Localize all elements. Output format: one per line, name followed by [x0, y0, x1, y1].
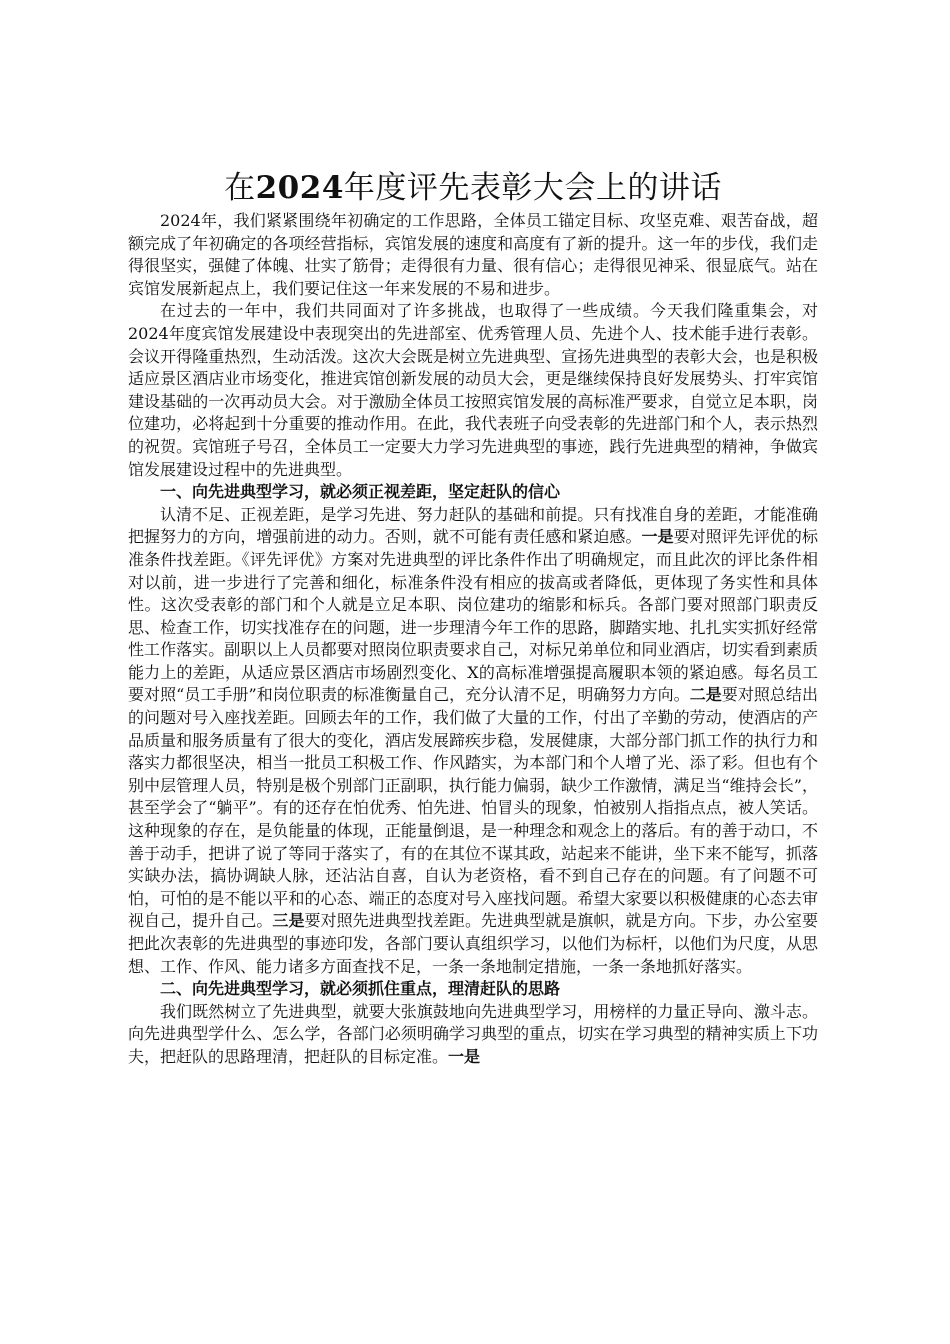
point-two-label: 二是: [689, 685, 722, 705]
section-1-text-a: 认清不足、正视差距，是学习先进、努力赶队的基础和前提。只有找准自身的差距，才能准确把握努力的方向，增强前进的动力。否则，就不可能有责任感和紧迫感。: [128, 504, 818, 547]
point-three-label: 三是: [272, 911, 305, 931]
document-title: [128, 168, 818, 208]
section-2-point-one-label: 一是: [448, 1046, 481, 1066]
section-2-paragraph: [128, 1001, 818, 1069]
document-page: [128, 168, 818, 1069]
review-paragraph: 在过去的一年中，我们共同面对了许多挑战，也取得了一些成绩。今天我们隆重集会，对2024年度宾馆发展建设中表现突出的先进部室、优秀管理人员、先进个人、技术能手进行表彰。会议开得隆重热烈，生动活泼。这次大会既是树立先进典型、宣扬先进典型的表彰大会，也是积极适应景区酒店业市场变化，推进宾馆创新发展的动员大会，更是继续保持良好发展势头、打牢宾馆建设基础的一次再动员大会。对于激励全体员工按照宾馆发展的高标准严要求，自觉立足本职，岗位建功，必将起到十分重要的推动作用。在此，我代表班子向受表彰的先进部门和个人，表示热烈的祝贺。宾馆班子号召，全体员工一定要大力学习先进典型的事迹，践行先进典型的精神，争做宾馆发展建设过程中的先进典型。: [128, 301, 818, 479]
intro-paragraph: 2024年，我们紧紧围绕年初确定的工作思路，全体员工锚定目标、攻坚克难、艰苦奋战，超额完成了年初确定的各项经营指标，宾馆发展的速度和高度有了新的提升。这一年的步伐，我们走得很坚实，强健了体魄、壮实了筋骨；走得很有力量、很有信心；走得很见神采、很显底气。站在宾馆发展新起点上，我们要记住这一年来发展的不易和进步。: [128, 211, 818, 298]
point-one-label: 一是: [641, 527, 674, 547]
section-1-paragraph: [128, 504, 818, 978]
section-1-text-e: 要对照先进典型找差距。先进典型就是旗帜，就是方向。下步，办公室要把此次表彰的先进典型的事迹印发，各部门要认真组织学习，以他们为标杆，以他们为尺度，从思想、工作、作风、能力诸多方面查找不足，一条一条地制定措施，一条一条地抓好落实。: [128, 911, 818, 976]
section-2-text-a: 我们既然树立了先进典型，就要大张旗鼓地向先进典型学习，用榜样的力量正导向、激斗志。向先进典型学什么、怎么学，各部门必须明确学习典型的重点，切实在学习典型的精神实质上下功夫，把赶队的思路理清，把赶队的目标定准。: [128, 1001, 818, 1066]
title-prefix: 在: [224, 170, 256, 206]
title-suffix: 年度评先表彰大会上的讲话: [343, 170, 722, 206]
section-1-text-d: 要对照总结出的问题对号入座找差距。回顾去年的工作，我们做了大量的工作，付出了辛勤的劳动，使酒店的产品质量和服务质量有了很大的变化，酒店发展蹄疾步稳，发展健康，大部分部门抓工作的执行力和落实力都很坚决，相当一批员工积极工作、作风踏实，为本部门和个人增了光、添了彩。但也有个别中层管理人员，特别是极个别部门正副职，执行能力偏弱，缺少工作激情，满足当“维持会长”，甚至学会了“躺平”。有的还存在怕优秀、怕先进、怕冒头的现象，怕被别人指指点点，被人笑话。这种现象的存在，是负能量的体现，正能量倒退，是一种理念和观念上的落后。有的善于动口，不善于动手，把讲了说了等同于落实了，有的在其位不谋其政，站起来不能讲，坐下来不能写，抓落实缺办法，搞协调缺人脉，还沾沾自喜，自认为老资格，看不到自己存在的问题。有了问题不可怕，可怕的是不能以平和的心态、端正的态度对号入座找问题。希望大家要以积极健康的心态去审视自己，提升自己。: [128, 685, 818, 931]
title-year: 2024: [255, 170, 344, 206]
section-heading-1: 一、向先进典型学习，就必须正视差距，坚定赶队的信心: [160, 482, 561, 502]
section-1-text-c: 要对照评先评优的标准条件找差距。《评先评优》方案对先进典型的评比条件作出了明确规定，而且此次的评比条件相对以前，进一步进行了完善和细化，标准条件没有相应的拔高或者降低，更体现了务实性和具体性。这次受表彰的部门和个人就是立足本职、岗位建功的缩影和标兵。各部门要对照部门职责反思、检查工作，切实找准存在的问题，进一步理清今年工作的思路，脚踏实地、扎扎实实抓好经常性工作落实。副职以上人员都要对照岗位职责要求自己，对标兄弟单位和同业酒店，切实看到素质能力上的差距，从适应景区酒店市场剧烈变化、X的高标准增强提高履职本领的紧迫感。每名员工要对照“员工手册”和岗位职责的标准衡量自己，充分认清不足，明确努力方向。: [128, 527, 818, 705]
section-heading-2: 二、向先进典型学习，就必须抓住重点，理清赶队的思路: [160, 979, 561, 999]
